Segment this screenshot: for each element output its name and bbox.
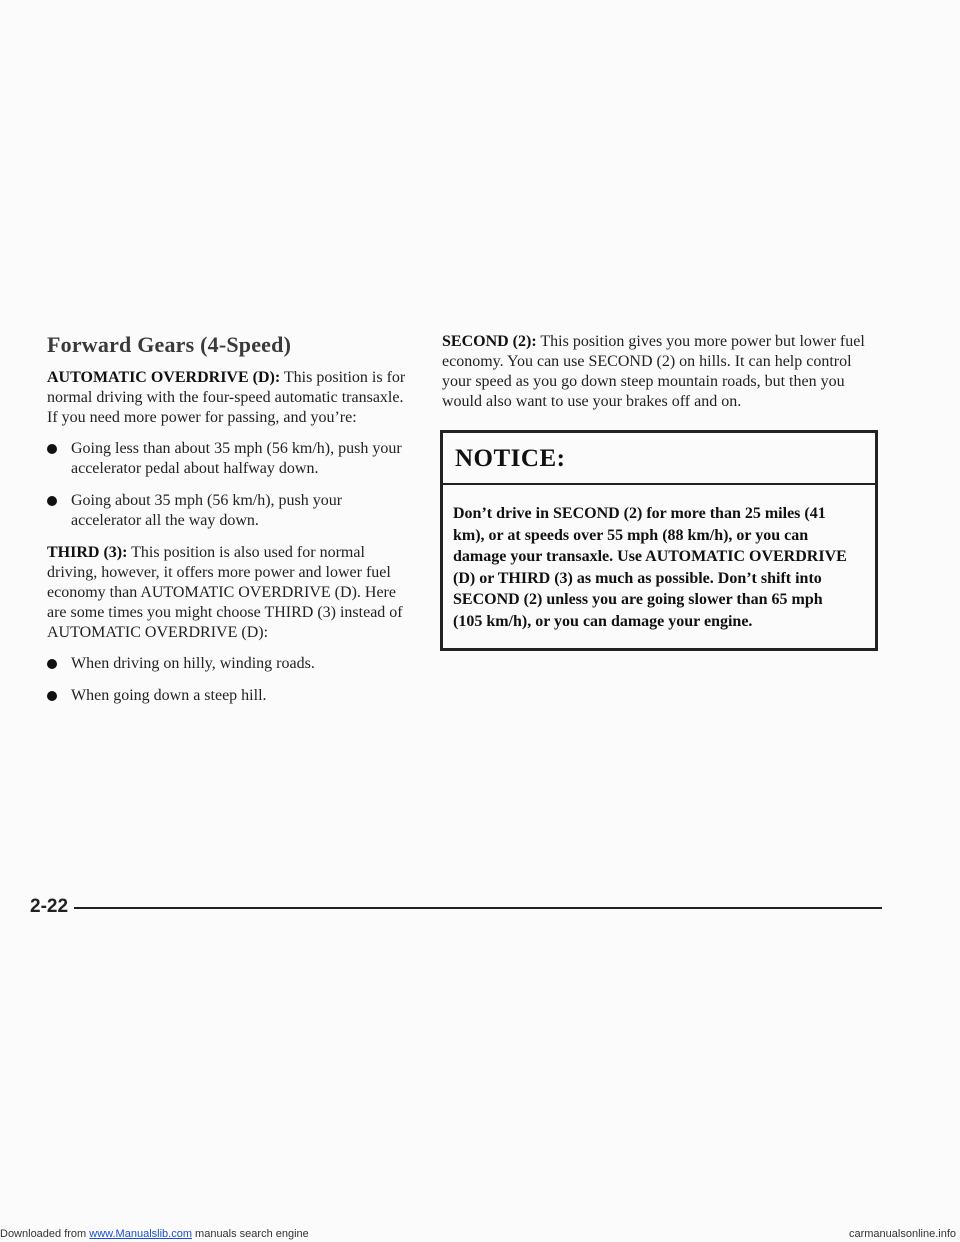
third-term: THIRD (3): xyxy=(47,544,128,561)
left-column xyxy=(47,332,415,718)
banner-suffix: manuals search engine xyxy=(191,1228,309,1240)
second-term: SECOND (2): xyxy=(442,333,537,350)
list-item xyxy=(47,439,415,479)
download-banner xyxy=(0,1227,960,1242)
bullet-text: When going down a steep hill. xyxy=(71,687,267,704)
bullet-text: When driving on hilly, winding roads. xyxy=(71,655,315,672)
third-text: This position is also used for normal driving, however, it offers more power and lower fuel economy than AUTOMATIC OVERDRIVE (D). Here are some times you might choose THIRD (3) instead of AUTOMATIC OVERDRIVE (D): xyxy=(47,544,403,641)
third-bullet-list xyxy=(47,654,415,706)
overdrive-term: AUTOMATIC OVERDRIVE (D): xyxy=(47,369,281,386)
overdrive-text: This position is for normal driving with the four-speed automatic transaxle. If you need more power for passing, and you’re: xyxy=(47,369,406,426)
list-item xyxy=(47,686,415,706)
overdrive-paragraph xyxy=(47,368,415,428)
right-column xyxy=(442,332,882,651)
page-footer xyxy=(30,896,882,916)
list-item xyxy=(47,491,415,531)
banner-prefix: Downloaded from xyxy=(0,1228,90,1240)
manualslib-link[interactable]: www.Manualslib.com xyxy=(89,1228,192,1240)
bullet-icon xyxy=(47,444,57,454)
list-item xyxy=(47,654,415,674)
passing-bullet-list xyxy=(47,439,415,531)
banner-right-text: carmanualsonline.info xyxy=(848,1228,956,1240)
third-paragraph xyxy=(47,543,415,643)
bullet-icon xyxy=(47,496,57,506)
section-heading: Forward Gears (4-Speed) xyxy=(47,332,292,357)
notice-body: Don’t drive in SECOND (2) for more than 25 miles (41 km), or at speeds over 55 mph (88 km/h), or you can damage your transaxle. Use AUTOMATIC OVERDRIVE (D) or THIRD (3) as much as possible. Don’t shift into SECOND (2) unless you are going slower than 65 mph (105 km/h), or you can damage your engine. xyxy=(453,505,847,630)
bullet-icon xyxy=(47,691,57,701)
bullet-icon xyxy=(47,659,57,669)
bullet-text: Going about 35 mph (56 km/h), push your accelerator all the way down. xyxy=(71,492,343,529)
bullet-text: Going less than about 35 mph (56 km/h), push your accelerator pedal about halfway down. xyxy=(71,440,402,477)
notice-box xyxy=(440,430,878,651)
footer-rule xyxy=(74,907,882,909)
notice-title: NOTICE: xyxy=(443,433,875,485)
page-number: 2-22 xyxy=(30,896,69,917)
second-text: This position gives you more power but lower fuel economy. You can use SECOND (2) on hills. It can help control your speed as you go down steep mountain roads, but then you would also want to use your brakes off and on. xyxy=(442,333,865,410)
second-paragraph xyxy=(442,332,882,412)
